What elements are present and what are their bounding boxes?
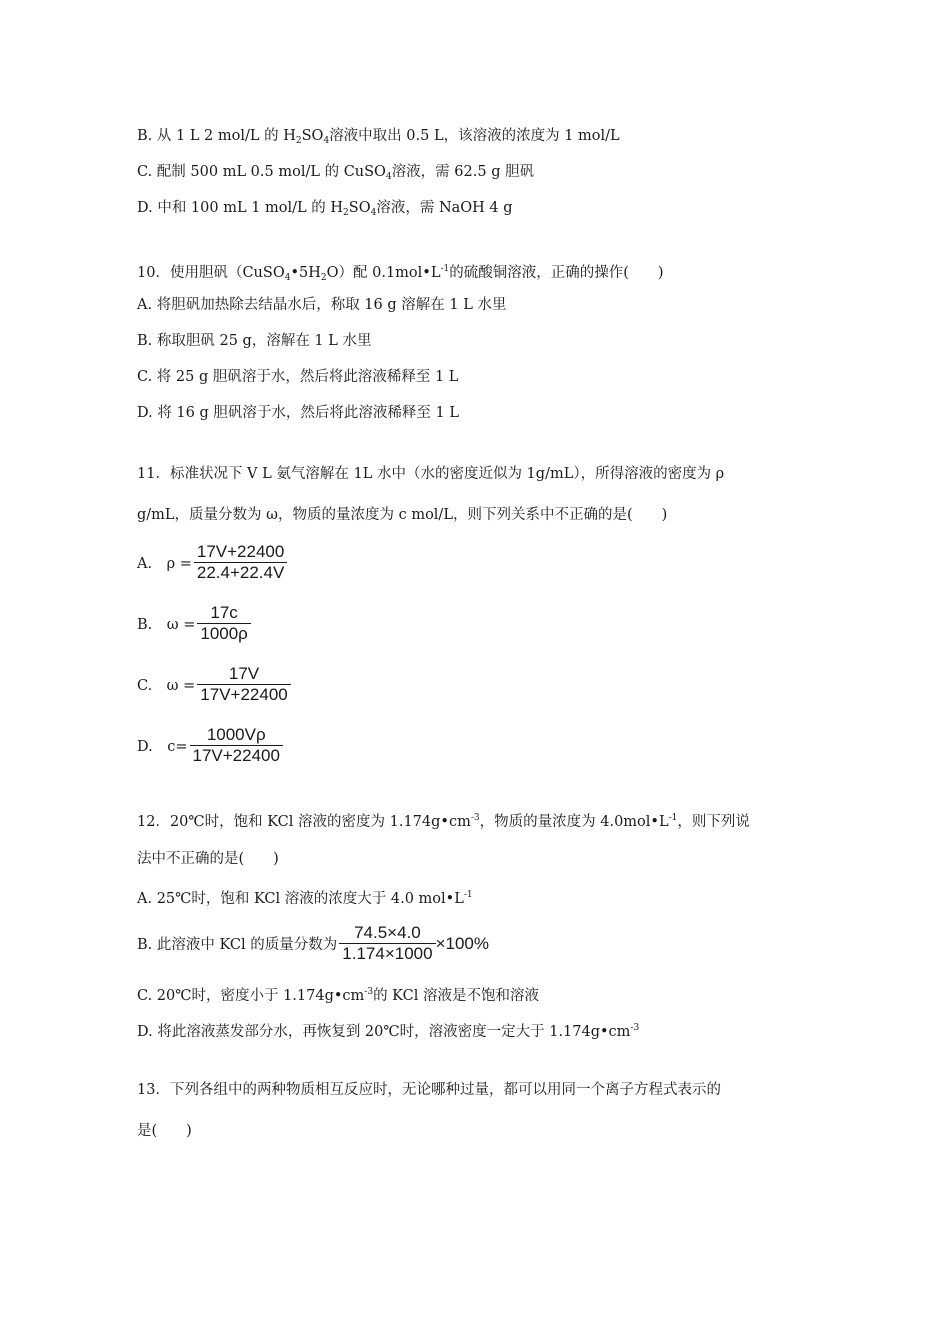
text: 10．使用胆矾（CuSO bbox=[137, 265, 285, 281]
denominator: 17V+22400 bbox=[197, 684, 290, 705]
q10-stem bbox=[137, 259, 664, 288]
option-label: B. 此溶液中 KCl 的质量分数为 bbox=[137, 937, 338, 953]
text: B. 从 1 L 2 mol/L 的 H bbox=[137, 128, 296, 144]
subscript: 4 bbox=[323, 136, 330, 146]
q11-option-a bbox=[137, 542, 287, 583]
q11-stem-line2: g/mL，质量分数为 ω，物质的量浓度为 c mol/L，则下列关系中不正确的是( ) bbox=[137, 507, 668, 523]
q12-option-b bbox=[137, 923, 489, 964]
percent-factor: ×100% bbox=[435, 933, 489, 953]
q11-stem-line1: 11．标准状况下 V L 氨气溶解在 1L 水中（水的密度近似为 1g/mL），所得溶液的密度为 ρ bbox=[137, 466, 725, 482]
text: 12．20℃时，饱和 KCl 溶液的密度为 1.174g•cm bbox=[137, 814, 471, 830]
q9-option-b bbox=[137, 126, 620, 151]
text: •5H bbox=[290, 265, 321, 281]
text: A. 25℃时，饱和 KCl 溶液的浓度大于 4.0 mol•L bbox=[137, 891, 464, 907]
numerator: 74.5×4.0 bbox=[354, 923, 421, 942]
q11-option-d bbox=[137, 725, 283, 766]
subscript: 4 bbox=[385, 172, 392, 182]
q10-option-b: B. 称取胆矾 25 g，溶解在 1 L 水里 bbox=[137, 333, 372, 349]
q9-option-c bbox=[137, 162, 534, 187]
text: O）配 0.1mol•L bbox=[326, 265, 441, 281]
text: 溶液，需 NaOH 4 g bbox=[376, 200, 513, 216]
superscript: -3 bbox=[364, 987, 374, 997]
text: D. 中和 100 mL 1 mol/L 的 H bbox=[137, 200, 344, 216]
fraction bbox=[339, 923, 435, 964]
option-label: C. ω = bbox=[137, 678, 196, 694]
option-label: A. ρ = bbox=[137, 556, 192, 572]
q13-stem-line2: 是( ) bbox=[137, 1123, 192, 1139]
fraction bbox=[194, 542, 287, 583]
subscript: 4 bbox=[370, 208, 377, 218]
text: 溶液，需 62.5 g 胆矾 bbox=[391, 164, 535, 180]
denominator: 1000ρ bbox=[197, 623, 251, 644]
denominator: 1.174×1000 bbox=[339, 943, 435, 964]
superscript: -3 bbox=[470, 813, 480, 823]
option-label: B. ω = bbox=[137, 617, 196, 633]
subscript: 4 bbox=[284, 273, 291, 283]
text: 的硫酸铜溶液，正确的操作( ) bbox=[449, 265, 664, 281]
fraction bbox=[197, 664, 290, 705]
q12-option-c bbox=[137, 982, 539, 1006]
denominator: 17V+22400 bbox=[190, 745, 283, 766]
superscript: -3 bbox=[630, 1023, 640, 1033]
text: C. 20℃时，密度小于 1.174g•cm bbox=[137, 988, 365, 1004]
denominator: 22.4+22.4V bbox=[194, 562, 287, 583]
q12-option-a bbox=[137, 885, 473, 909]
option-label: D. c= bbox=[137, 739, 188, 755]
fraction bbox=[197, 603, 251, 644]
numerator: 1000Vρ bbox=[206, 725, 266, 744]
subscript: 2 bbox=[320, 273, 327, 283]
subscript: 2 bbox=[343, 208, 349, 218]
fraction bbox=[190, 725, 283, 766]
subscript: 2 bbox=[295, 136, 302, 146]
text: 的 KCl 溶液是不饱和溶液 bbox=[373, 988, 539, 1004]
numerator: 17V+22400 bbox=[196, 542, 285, 561]
text: C. 配制 500 mL 0.5 mol/L 的 CuSO bbox=[137, 164, 386, 180]
text: 溶液中取出 0.5 L，该溶液的浓度为 1 mol/L bbox=[329, 128, 620, 144]
text: D. 将此溶液蒸发部分水，再恢复到 20℃时，溶液密度一定大于 1.174g•cm bbox=[137, 1024, 631, 1040]
q12-option-d bbox=[137, 1018, 639, 1042]
q9-option-d bbox=[137, 198, 513, 223]
q12-stem-line1 bbox=[137, 808, 750, 832]
superscript: -1 bbox=[668, 813, 678, 823]
superscript: -1 bbox=[440, 264, 450, 274]
numerator: 17c bbox=[210, 603, 238, 622]
q10-option-a: A. 将胆矾加热除去结晶水后，称取 16 g 溶解在 1 L 水里 bbox=[137, 297, 507, 313]
q10-option-d: D. 将 16 g 胆矾溶于水，然后将此溶液稀释至 1 L bbox=[137, 405, 459, 421]
text: SO bbox=[301, 128, 324, 144]
q13-stem-line1: 13．下列各组中的两种物质相互反应时，无论哪种过量，都可以用同一个离子方程式表示的 bbox=[137, 1082, 721, 1098]
text: ，物质的量浓度为 4.0mol•L bbox=[479, 814, 669, 830]
q11-option-b bbox=[137, 603, 251, 644]
numerator: 17V bbox=[228, 664, 260, 683]
superscript: -1 bbox=[463, 890, 473, 900]
q11-option-c bbox=[137, 664, 291, 705]
text: SO bbox=[348, 200, 371, 216]
q12-stem-line2: 法中不正确的是( ) bbox=[137, 851, 279, 867]
text: ，则下列说 bbox=[677, 814, 750, 830]
q10-option-c: C. 将 25 g 胆矾溶于水，然后将此溶液稀释至 1 L bbox=[137, 369, 459, 385]
